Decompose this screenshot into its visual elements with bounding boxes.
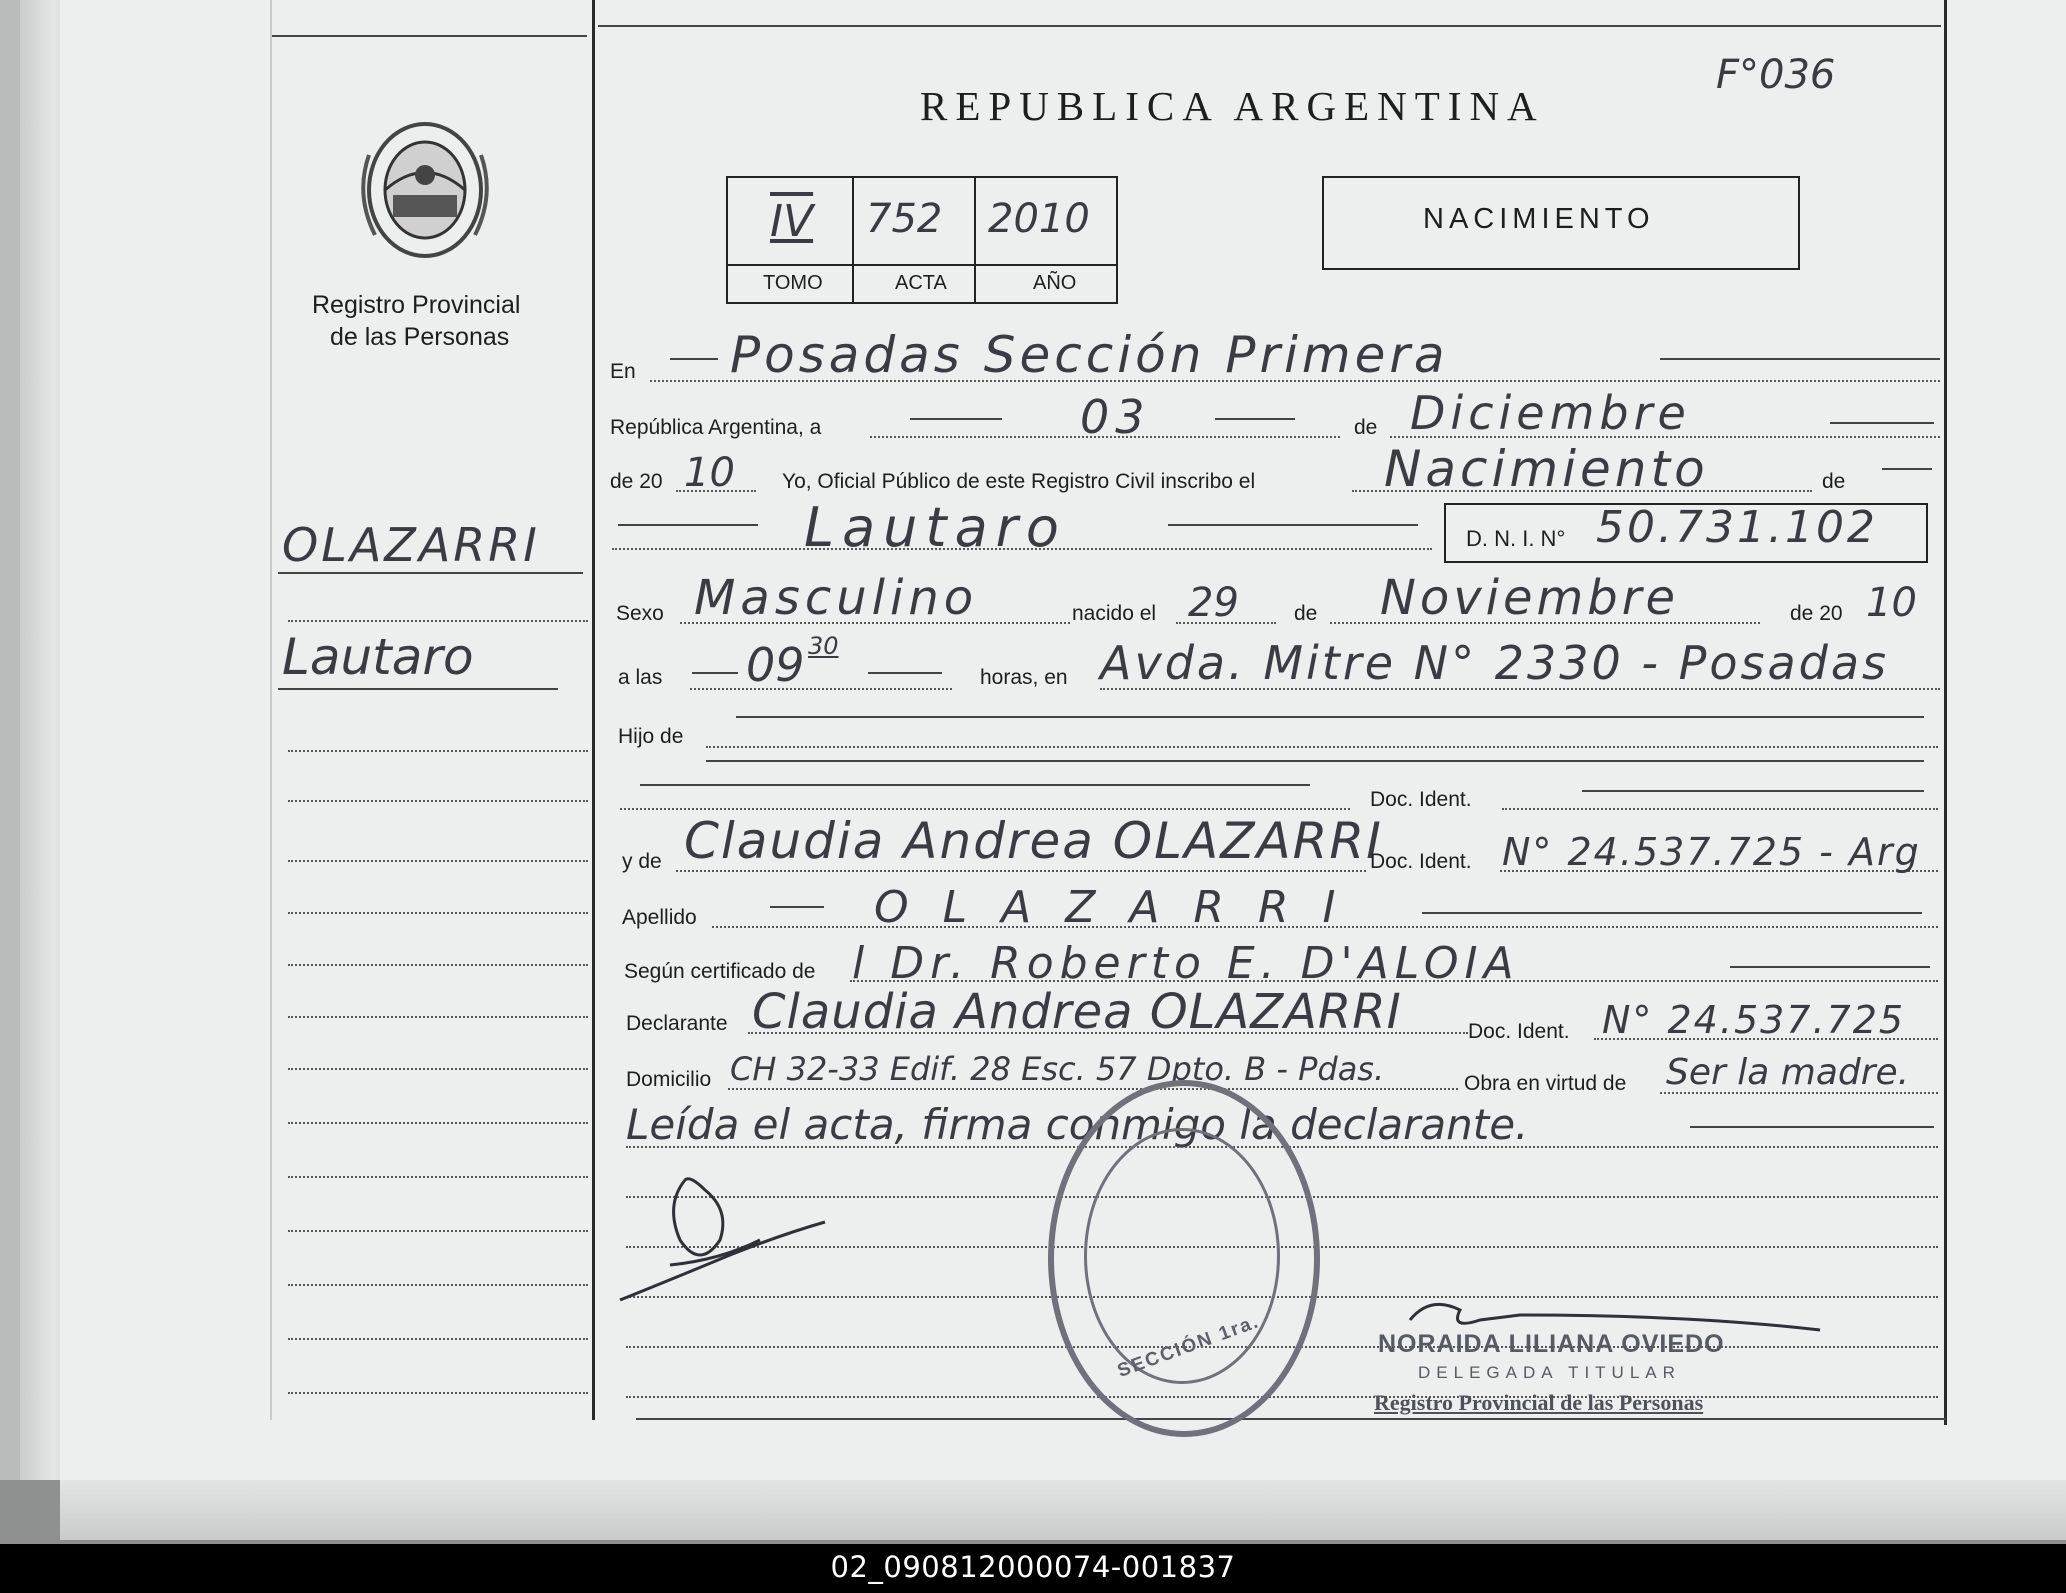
anio-label: AÑO — [1033, 272, 1077, 294]
doc-rule-1 — [1582, 790, 1924, 792]
top-rule-left — [272, 35, 587, 37]
obra-label: Obra en virtud de — [1464, 1072, 1627, 1095]
dni-value: 50.731.102 — [1596, 502, 1878, 553]
seal-section: SECCIÓN 1ra. — [1114, 1311, 1263, 1382]
page-bottom-shade — [60, 1480, 2066, 1540]
en-label: En — [610, 360, 636, 383]
year-suffix: 10 — [684, 450, 735, 496]
sexo-value: Masculino — [694, 570, 979, 626]
nacido-label: nacido el — [1072, 602, 1157, 625]
year-prefix: de 20 — [610, 470, 663, 493]
tomo-label: TOMO — [763, 272, 823, 294]
margin-given-name: Lautaro — [282, 628, 474, 686]
declarant-signature — [610, 1160, 840, 1310]
margin-line — [288, 912, 588, 914]
en-dash-left — [670, 358, 718, 360]
name-value: Lautaro — [804, 496, 1067, 559]
declarante-value: Claudia Andrea OLAZARRI — [752, 984, 1402, 1040]
closing-dash — [1690, 1126, 1934, 1128]
margin-line — [288, 964, 588, 966]
birth-year-suffix: 10 — [1866, 580, 1917, 626]
doc-label-3: Doc. Ident. — [1468, 1020, 1570, 1043]
domicilio-label: Domicilio — [626, 1068, 712, 1091]
apellido-dash-left — [770, 906, 824, 908]
hijo-line — [706, 746, 1938, 748]
hour-dash-right — [868, 672, 942, 674]
declarante-doc: N° 24.537.725 — [1602, 998, 1906, 1042]
doctor-value: l Dr. Roberto E. D'ALOIA — [852, 938, 1520, 989]
segun-dash — [1730, 966, 1930, 968]
margin-line — [288, 800, 588, 802]
doc-line-1 — [1502, 808, 1938, 810]
apellido-value: O L A Z A R R I — [874, 882, 1346, 933]
year-line — [676, 490, 756, 492]
right-column-border — [1944, 0, 1947, 1425]
margin-line — [288, 1392, 588, 1394]
de-label-1: de — [1354, 416, 1378, 439]
anio-value: 2010 — [988, 196, 1090, 242]
margin-line — [288, 1176, 588, 1178]
margin-surname-underline — [278, 572, 583, 574]
en-value: Posadas Sección Primera — [730, 326, 1449, 384]
apellido-dash-right — [1422, 912, 1922, 914]
hour-value: 09 — [746, 638, 805, 692]
registry-name-line2: de las Personas — [330, 323, 510, 351]
dni-label: D. N. I. N° — [1466, 526, 1566, 551]
en-dash-right — [1660, 358, 1940, 360]
doc-label-2: Doc. Ident. — [1370, 850, 1472, 873]
day-dash-right — [1215, 418, 1295, 420]
inscribe-value: Nacimiento — [1384, 440, 1709, 498]
margin-line — [288, 1016, 588, 1018]
declarante-label: Declarante — [626, 1012, 728, 1035]
margin-line — [288, 620, 588, 622]
document-title: REPUBLICA ARGENTINA — [920, 83, 1545, 129]
republica-label: República Argentina, a — [610, 416, 822, 439]
margin-line — [288, 1068, 588, 1070]
margin-given-underline — [278, 688, 558, 690]
record-type: NACIMIENTO — [1423, 203, 1655, 235]
mother-line — [676, 870, 1366, 872]
hijo-top-rule — [736, 716, 1924, 718]
image-caption-bar — [0, 1544, 2066, 1593]
month-value: Diciembre — [1410, 386, 1691, 440]
obra-value: Ser la madre. — [1666, 1052, 1910, 1093]
sexo-label: Sexo — [616, 602, 664, 625]
acta-label: ACTA — [895, 272, 947, 294]
margin-line — [288, 750, 588, 752]
mother-doc: N° 24.537.725 - Arg — [1502, 830, 1921, 874]
registry-name-line1: Registro Provincial — [312, 291, 521, 319]
hijo-line-2 — [620, 808, 1350, 810]
margin-line — [288, 860, 588, 862]
apellido-line — [712, 926, 1938, 928]
de-label-2: de — [1822, 470, 1846, 493]
apellido-label: Apellido — [622, 906, 697, 929]
yde-label: y de — [622, 850, 662, 873]
birth-month: Noviembre — [1380, 570, 1680, 626]
de-label-3: de — [1294, 602, 1318, 625]
place-value: Avda. Mitre N° 2330 - Posadas — [1100, 636, 1889, 690]
margin-line — [288, 1338, 588, 1340]
name-line — [612, 548, 1432, 550]
name-dash-left — [618, 524, 758, 526]
birth-day-line — [1176, 622, 1276, 624]
official-name: NORAIDA LILIANA OVIEDO — [1378, 1330, 1725, 1358]
bottom-rule — [636, 1418, 1946, 1420]
name-dash-right — [1168, 524, 1418, 526]
official-role: DELEGADA TITULAR — [1418, 1363, 1681, 1382]
margin-surname: OLAZARRI — [282, 518, 540, 572]
month-dash — [1830, 422, 1934, 424]
birth-day: 29 — [1188, 580, 1239, 626]
hijo-label: Hijo de — [618, 725, 684, 748]
margin-line — [288, 1122, 588, 1124]
hour-dash-left — [692, 672, 738, 674]
hijo-rule-2 — [640, 784, 1310, 786]
mother-value: Claudia Andrea OLAZARRI — [684, 812, 1383, 870]
hour-superscript: 30 — [808, 632, 839, 660]
segun-label: Según certificado de — [624, 960, 816, 983]
acta-value: 752 — [866, 196, 943, 242]
misiones-emblem-icon — [355, 115, 495, 265]
alas-label: a las — [618, 666, 663, 689]
domicilio-value: CH 32-33 Edif. 28 Esc. 57 Dpto. B - Pdas. — [730, 1050, 1385, 1088]
de-dash — [1882, 468, 1932, 470]
tomo-value: IV — [770, 196, 814, 247]
hour-line — [690, 688, 952, 690]
top-rule-right — [598, 25, 1941, 27]
margin-line — [288, 1230, 588, 1232]
oficial-text: Yo, Oficial Público de este Registro Civil inscribo el — [782, 470, 1256, 493]
day-value: 03 — [1080, 390, 1151, 444]
official-institution: Registro Provincial de las Personas — [1374, 1390, 1704, 1415]
margin-line — [288, 1284, 588, 1286]
doc-label-1: Doc. Ident. — [1370, 788, 1472, 811]
day-dash-left — [910, 418, 1002, 420]
hijo-rule — [706, 760, 1924, 762]
image-caption: 02_090812000074-001837 — [830, 1550, 1236, 1584]
horas-label: horas, en — [980, 666, 1068, 689]
birth-year-prefix: de 20 — [1790, 602, 1843, 625]
left-column-border — [270, 0, 272, 1420]
registry-seal — [1048, 1080, 1320, 1437]
closing-statement: Leída el acta, firma conmigo la declarante. — [626, 1100, 1529, 1149]
folio-number: F°036 — [1716, 52, 1836, 98]
blank-line — [626, 1396, 1938, 1398]
margin-column-border — [592, 0, 595, 1420]
